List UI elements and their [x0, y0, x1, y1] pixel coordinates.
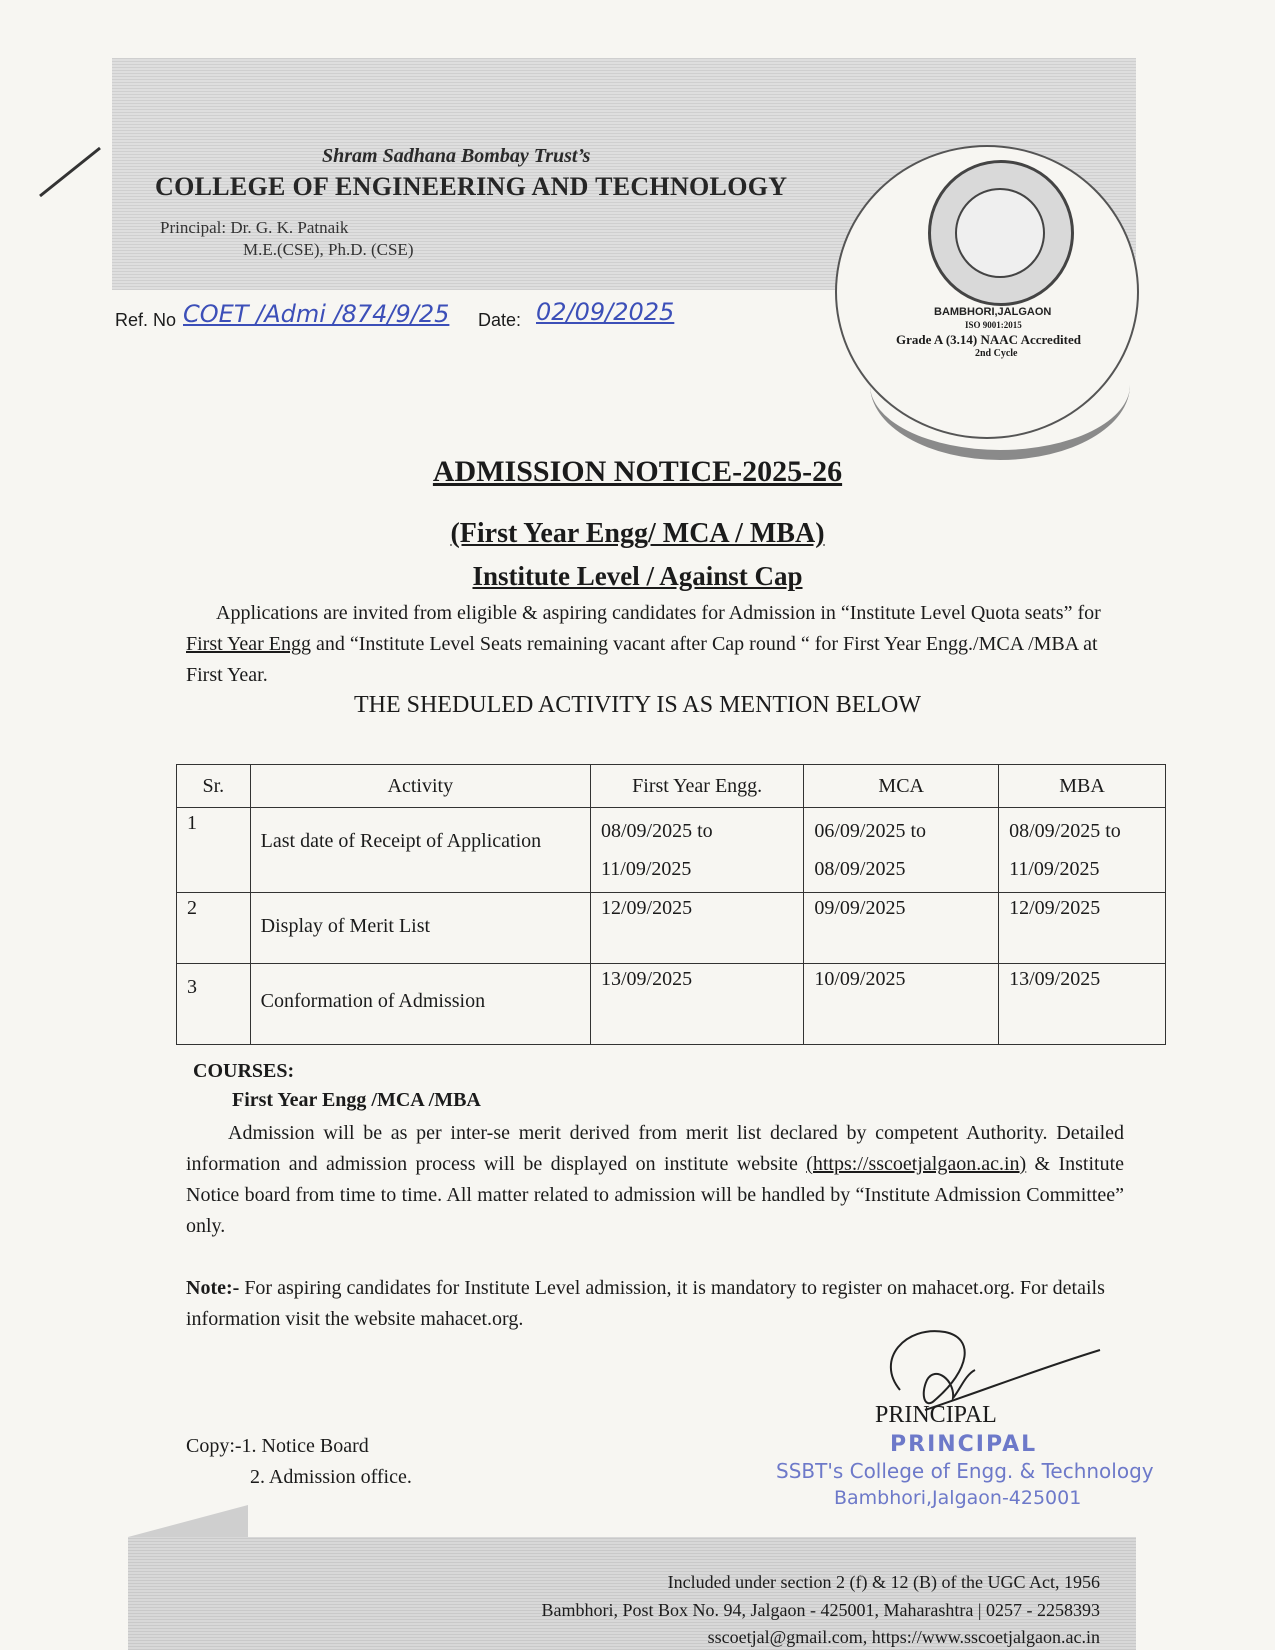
- cell-first-year: 12/09/2025: [591, 893, 804, 964]
- courses-text-2: & Institute Notice board from time to time. All matter related to admission will be handled by “Institute Admission Committee” only.: [186, 1153, 1125, 1237]
- date-label: Date:: [478, 310, 522, 330]
- header-sr: Sr.: [177, 765, 251, 808]
- header-first-year: First Year Engg.: [591, 765, 804, 808]
- logo-cycle: 2nd Cycle: [975, 348, 1018, 359]
- cell-mba: 12/09/2025: [999, 893, 1166, 964]
- date-from: 06/09/2025 to: [814, 820, 927, 842]
- cell-mba: [999, 808, 1166, 893]
- notice-title: ADMISSION NOTICE-2025-26: [432, 455, 843, 488]
- schedule-table: [176, 764, 1166, 1045]
- logo-city: BAMBHORI,JALGAON: [934, 306, 1052, 318]
- date-to: 08/09/2025: [814, 858, 906, 880]
- logo-iso: ISO 9001:2015: [965, 320, 1022, 330]
- principal-qualification: M.E.(CSE), Ph.D. (CSE): [243, 240, 414, 259]
- schedule-heading: THE SHEDULED ACTIVITY IS AS MENTION BELOW: [353, 692, 922, 718]
- website-link[interactable]: (https://sscoetjalgaon.ac.in): [806, 1153, 1027, 1175]
- header-mba: MBA: [999, 765, 1166, 808]
- ref-number: COET /Admi /874/9/25: [183, 300, 450, 328]
- notice-subtitle-2: Institute Level / Against Cap: [472, 561, 803, 591]
- date-to: 11/09/2025: [601, 858, 692, 880]
- date-from: 08/09/2025 to: [601, 820, 713, 842]
- cell-sr: 2: [177, 893, 251, 964]
- cell-mca: 09/09/2025: [804, 893, 999, 964]
- date-to: 11/09/2025: [1009, 858, 1100, 880]
- cell-activity: [250, 893, 590, 964]
- intro-underlined: First Year Engg: [186, 633, 312, 655]
- principal-name: Principal: Dr. G. K. Patnaik: [160, 218, 349, 237]
- courses-heading: COURSES:: [193, 1060, 295, 1082]
- footer-contact-line: sscoetjal@gmail.com, https://www.sscoetjalgaon.ac.in: [707, 1627, 1100, 1647]
- intro-text-2: and “Institute Level Seats remaining vacant after Cap round “ for First Year Engg./MCA /MBA at First Year.: [186, 633, 1098, 686]
- header-activity: Activity: [250, 765, 590, 808]
- activity-text: Conformation of Admission: [260, 990, 486, 1012]
- courses-text-1: Admission will be as per inter-se merit derived from merit list declared by competent Authority. Detailed information and admission process will be displayed on institute website: [186, 1122, 1124, 1175]
- notice-subtitle: (First Year Engg/ MCA / MBA): [450, 518, 825, 549]
- copy-line-2: 2. Admission office.: [250, 1466, 412, 1488]
- footer-wedge: [128, 1505, 248, 1537]
- cell-activity: [250, 808, 590, 893]
- footer-ugc-line: Included under section 2 (f) & 12 (B) of the UGC Act, 1956: [667, 1572, 1100, 1592]
- ref-label: Ref. No: [115, 310, 177, 330]
- activity-text: Display of Merit List: [260, 915, 431, 937]
- notice-date: 02/09/2025: [536, 298, 675, 326]
- table-row: [177, 893, 1166, 964]
- cell-mba: 13/09/2025: [999, 964, 1166, 1045]
- principal-signature-title: PRINCIPAL: [875, 1402, 997, 1428]
- cell-first-year: 13/09/2025: [591, 964, 804, 1045]
- cell-first-year: [591, 808, 804, 893]
- copy-line-1: Copy:-1. Notice Board: [186, 1435, 369, 1457]
- table-header-row: [177, 765, 1166, 808]
- stamp-address: Bambhori,Jalgaon-425001: [834, 1487, 1082, 1509]
- college-name: COLLEGE OF ENGINEERING AND TECHNOLOGY: [155, 172, 788, 201]
- table-row: [177, 964, 1166, 1045]
- stamp-principal: PRINCIPAL: [890, 1432, 1038, 1457]
- cell-sr: [177, 964, 251, 1045]
- courses-subheading: First Year Engg /MCA /MBA: [232, 1089, 481, 1111]
- cell-mca: [804, 808, 999, 893]
- cell-mca: 10/09/2025: [804, 964, 999, 1045]
- sr-text: 3: [187, 976, 197, 998]
- date-from: 08/09/2025 to: [1009, 820, 1121, 842]
- cell-sr: 1: [177, 808, 251, 893]
- table-row: [177, 808, 1166, 893]
- courses-paragraph: [186, 1118, 1124, 1242]
- activity-text: Last date of Receipt of Application: [260, 830, 542, 852]
- footer-address-line: Bambhori, Post Box No. 94, Jalgaon - 425001, Maharashtra | 0257 - 2258393: [541, 1600, 1100, 1620]
- logo-accreditation: Grade A (3.14) NAAC Accredited: [896, 332, 1081, 347]
- intro-paragraph: [186, 598, 1116, 691]
- intro-text-1: Applications are invited from eligible & aspiring candidates for Admission in “Institute Level Quota seats” for: [216, 602, 1101, 624]
- note-text: For aspiring candidates for Institute Level admission, it is mandatory to register on mahacet.org. For details information visit the website mahacet.org.: [186, 1277, 1105, 1330]
- stamp-college: SSBT's College of Engg. & Technology: [776, 1459, 1154, 1483]
- header-mca: MCA: [804, 765, 999, 808]
- seal-emblem-icon: [955, 188, 1045, 278]
- note-label: Note:-: [186, 1277, 240, 1299]
- cell-activity: [250, 964, 590, 1045]
- trust-name: Shram Sadhana Bombay Trust’s: [322, 145, 591, 167]
